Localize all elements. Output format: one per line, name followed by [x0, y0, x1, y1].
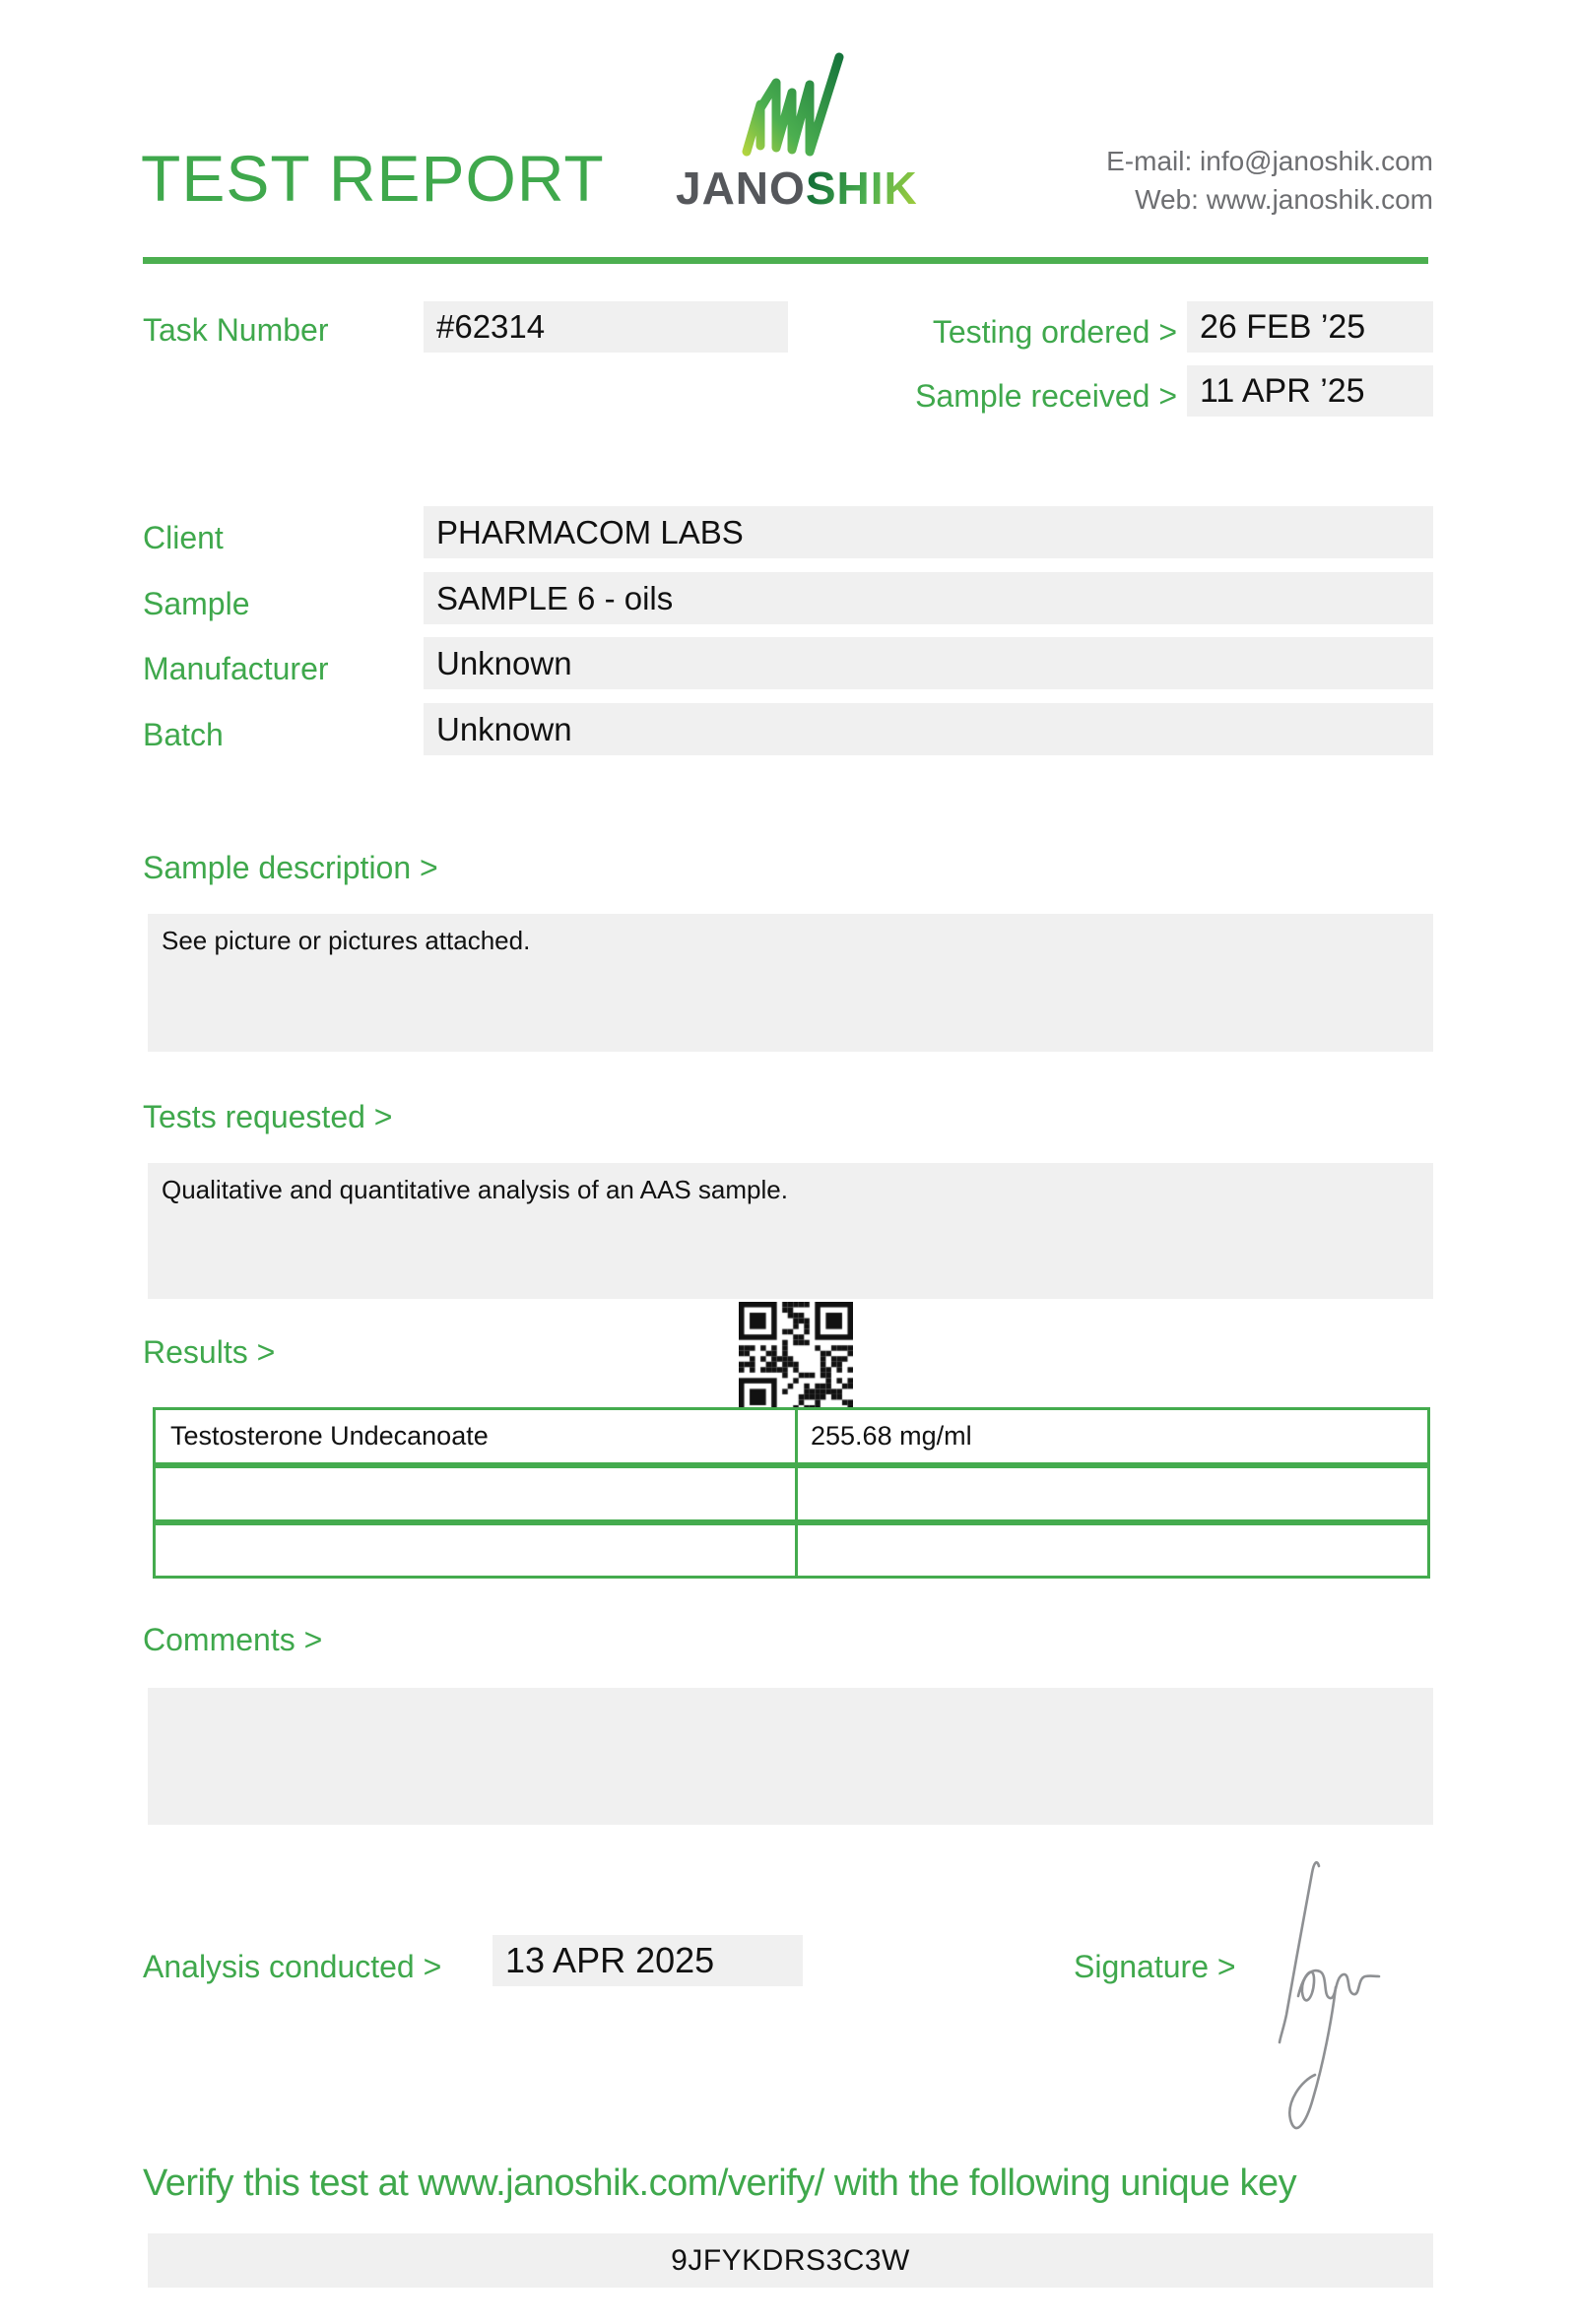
task-number-value: #62314: [424, 301, 788, 353]
comments-heading: Comments >: [143, 1622, 323, 1657]
contact-block: [1106, 142, 1433, 219]
results-heading: Results >: [143, 1334, 276, 1370]
testing-ordered-label: Testing ordered >: [932, 314, 1177, 350]
result-value-cell: [798, 1525, 1427, 1576]
testing-ordered-value: 26 FEB ’25: [1187, 301, 1433, 353]
batch-label: Batch: [143, 717, 224, 752]
verify-key: 9JFYKDRS3C3W: [671, 2243, 910, 2277]
manufacturer-label: Manufacturer: [143, 651, 329, 686]
qr-code: [739, 1302, 853, 1416]
comments-box: [148, 1688, 1433, 1825]
logo-text-shik: SHIK: [805, 162, 918, 214]
contact-email: E-mail: info@janoshik.com: [1106, 146, 1433, 176]
results-table-row: [153, 1522, 1430, 1579]
analysis-conducted-value: 13 APR 2025: [492, 1935, 803, 1986]
verify-instruction: Verify this test at www.janoshik.com/verify/ with the following unique key: [143, 2163, 1297, 2204]
tests-requested-heading: Tests requested >: [143, 1099, 393, 1134]
result-value-cell: [798, 1468, 1427, 1519]
batch-value: Unknown: [424, 703, 1433, 755]
page-title: TEST REPORT: [141, 142, 605, 215]
sample-value: SAMPLE 6 - oils: [424, 572, 1433, 624]
sample-description-box: [148, 914, 1433, 1052]
result-analyte-cell: [156, 1468, 798, 1519]
sample-description-heading: Sample description >: [143, 850, 438, 885]
logo-text-jano: JANO: [676, 162, 806, 214]
analysis-conducted-label: Analysis conducted >: [143, 1949, 442, 1984]
signature-scribble: [1277, 1822, 1493, 2147]
task-number-label: Task Number: [143, 312, 329, 348]
sample-label: Sample: [143, 586, 250, 621]
result-value-cell: 255.68 mg/ml: [811, 1421, 972, 1451]
client-value: PHARMACOM LABS: [424, 506, 1433, 558]
contact-web: Web: www.janoshik.com: [1135, 184, 1433, 215]
tests-requested-text: Qualitative and quantitative analysis of an AAS sample.: [162, 1175, 788, 1204]
results-table-row: [153, 1407, 1430, 1465]
signature-label: Signature >: [1074, 1949, 1236, 1984]
result-analyte-cell: Testosterone Undecanoate: [156, 1410, 798, 1462]
tests-requested-box: [148, 1163, 1433, 1299]
verify-key-box: [148, 2233, 1433, 2288]
sample-received-value: 11 APR ’25: [1187, 365, 1433, 417]
logo-wordmark: [676, 162, 918, 214]
growth-chart-icon: [737, 49, 855, 160]
manufacturer-value: Unknown: [424, 637, 1433, 689]
sample-received-label: Sample received >: [915, 378, 1177, 414]
result-analyte-cell: [156, 1525, 798, 1576]
sample-description-text: See picture or pictures attached.: [162, 926, 531, 955]
client-label: Client: [143, 520, 224, 555]
results-table-row: [153, 1465, 1430, 1522]
header-divider: [143, 257, 1428, 264]
